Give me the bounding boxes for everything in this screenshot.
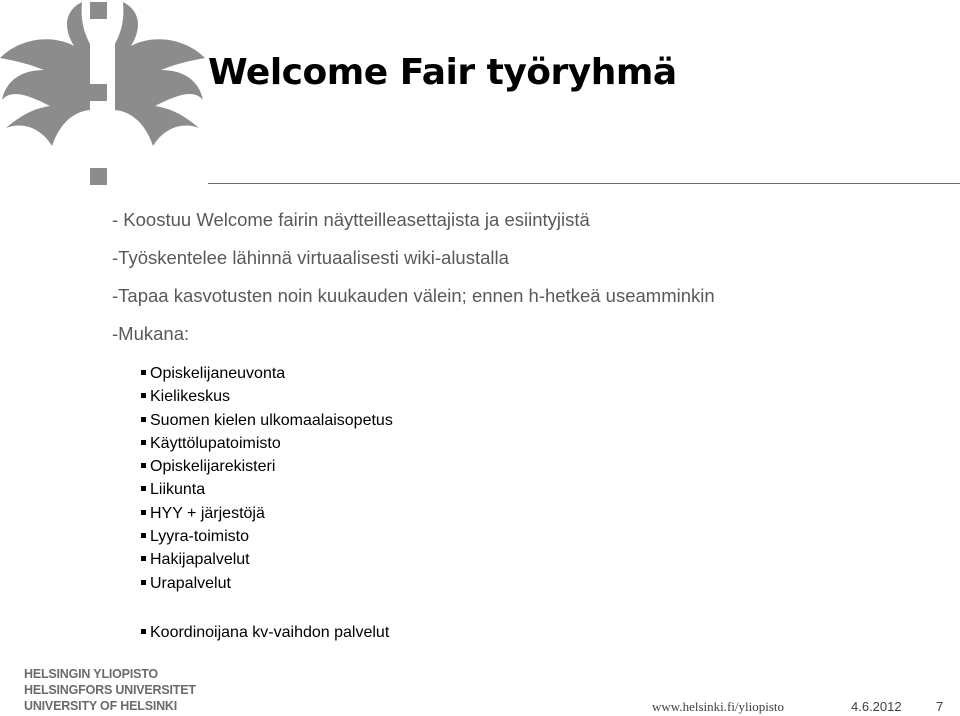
member-label: HYY + järjestöjä <box>150 504 265 522</box>
member-label: Hakijapalvelut <box>150 551 250 569</box>
slide-title: Welcome Fair työryhmä <box>208 52 677 93</box>
member-item <box>141 385 393 408</box>
bullet-item: -Mukana: <box>112 323 190 344</box>
university-flame-logo-icon <box>0 0 205 190</box>
member-item <box>141 502 393 525</box>
main-bullet-list <box>112 208 715 360</box>
square-bullet-icon <box>141 440 146 445</box>
square-bullet-icon <box>141 370 146 375</box>
member-item <box>141 409 393 432</box>
square-bullet-icon <box>141 417 146 422</box>
member-label: Suomen kielen ulkomaalaisopetus <box>150 411 393 429</box>
square-bullet-icon <box>141 510 146 515</box>
member-item <box>141 432 393 455</box>
university-wordmark <box>24 666 196 714</box>
coordinator-list <box>141 621 389 644</box>
university-name-en: UNIVERSITY OF HELSINKI <box>24 699 178 713</box>
member-item <box>141 362 393 385</box>
square-bullet-icon <box>141 533 146 538</box>
coordinator-item <box>141 621 389 644</box>
member-item <box>141 572 393 595</box>
university-name-fi: HELSINGIN YLIOPISTO <box>24 667 158 681</box>
member-label: Urapalvelut <box>150 574 231 592</box>
members-list <box>141 362 393 595</box>
square-bullet-icon <box>141 486 146 491</box>
square-bullet-icon <box>141 629 146 634</box>
square-bullet-icon <box>141 463 146 468</box>
coordinator-label: Koordinoijana kv-vaihdon palvelut <box>150 624 390 641</box>
bullet-item: -Tapaa kasvotusten noin kuukauden välein; ennen h-hetkeä useamminkin <box>112 285 715 306</box>
square-bullet-icon <box>141 556 146 561</box>
bullet-item: -Työskentelee lähinnä virtuaalisesti wiki-alustalla <box>112 247 509 268</box>
page-number: 7 <box>936 699 944 714</box>
university-name-sv: HELSINGFORS UNIVERSITET <box>24 683 196 697</box>
member-label: Käyttölupatoimisto <box>150 434 281 452</box>
member-label: Liikunta <box>150 481 206 499</box>
member-item <box>141 478 393 501</box>
bullet-item: - Koostuu Welcome fairin näytteilleasettajista ja esiintyjistä <box>112 209 590 230</box>
member-label: Opiskelijaneuvonta <box>150 365 286 382</box>
square-bullet-icon <box>141 580 146 585</box>
footer-url: www.helsinki.fi/yliopisto <box>652 699 785 714</box>
member-label: Lyyra-toimisto <box>150 528 249 546</box>
footer-date: 4.6.2012 <box>851 699 902 714</box>
member-label: Kielikeskus <box>150 388 231 406</box>
square-bullet-icon <box>141 393 146 398</box>
member-item <box>141 548 393 571</box>
member-label: Opiskelijarekisteri <box>150 458 276 476</box>
member-item <box>141 455 393 478</box>
title-divider <box>208 183 960 184</box>
member-item <box>141 525 393 548</box>
